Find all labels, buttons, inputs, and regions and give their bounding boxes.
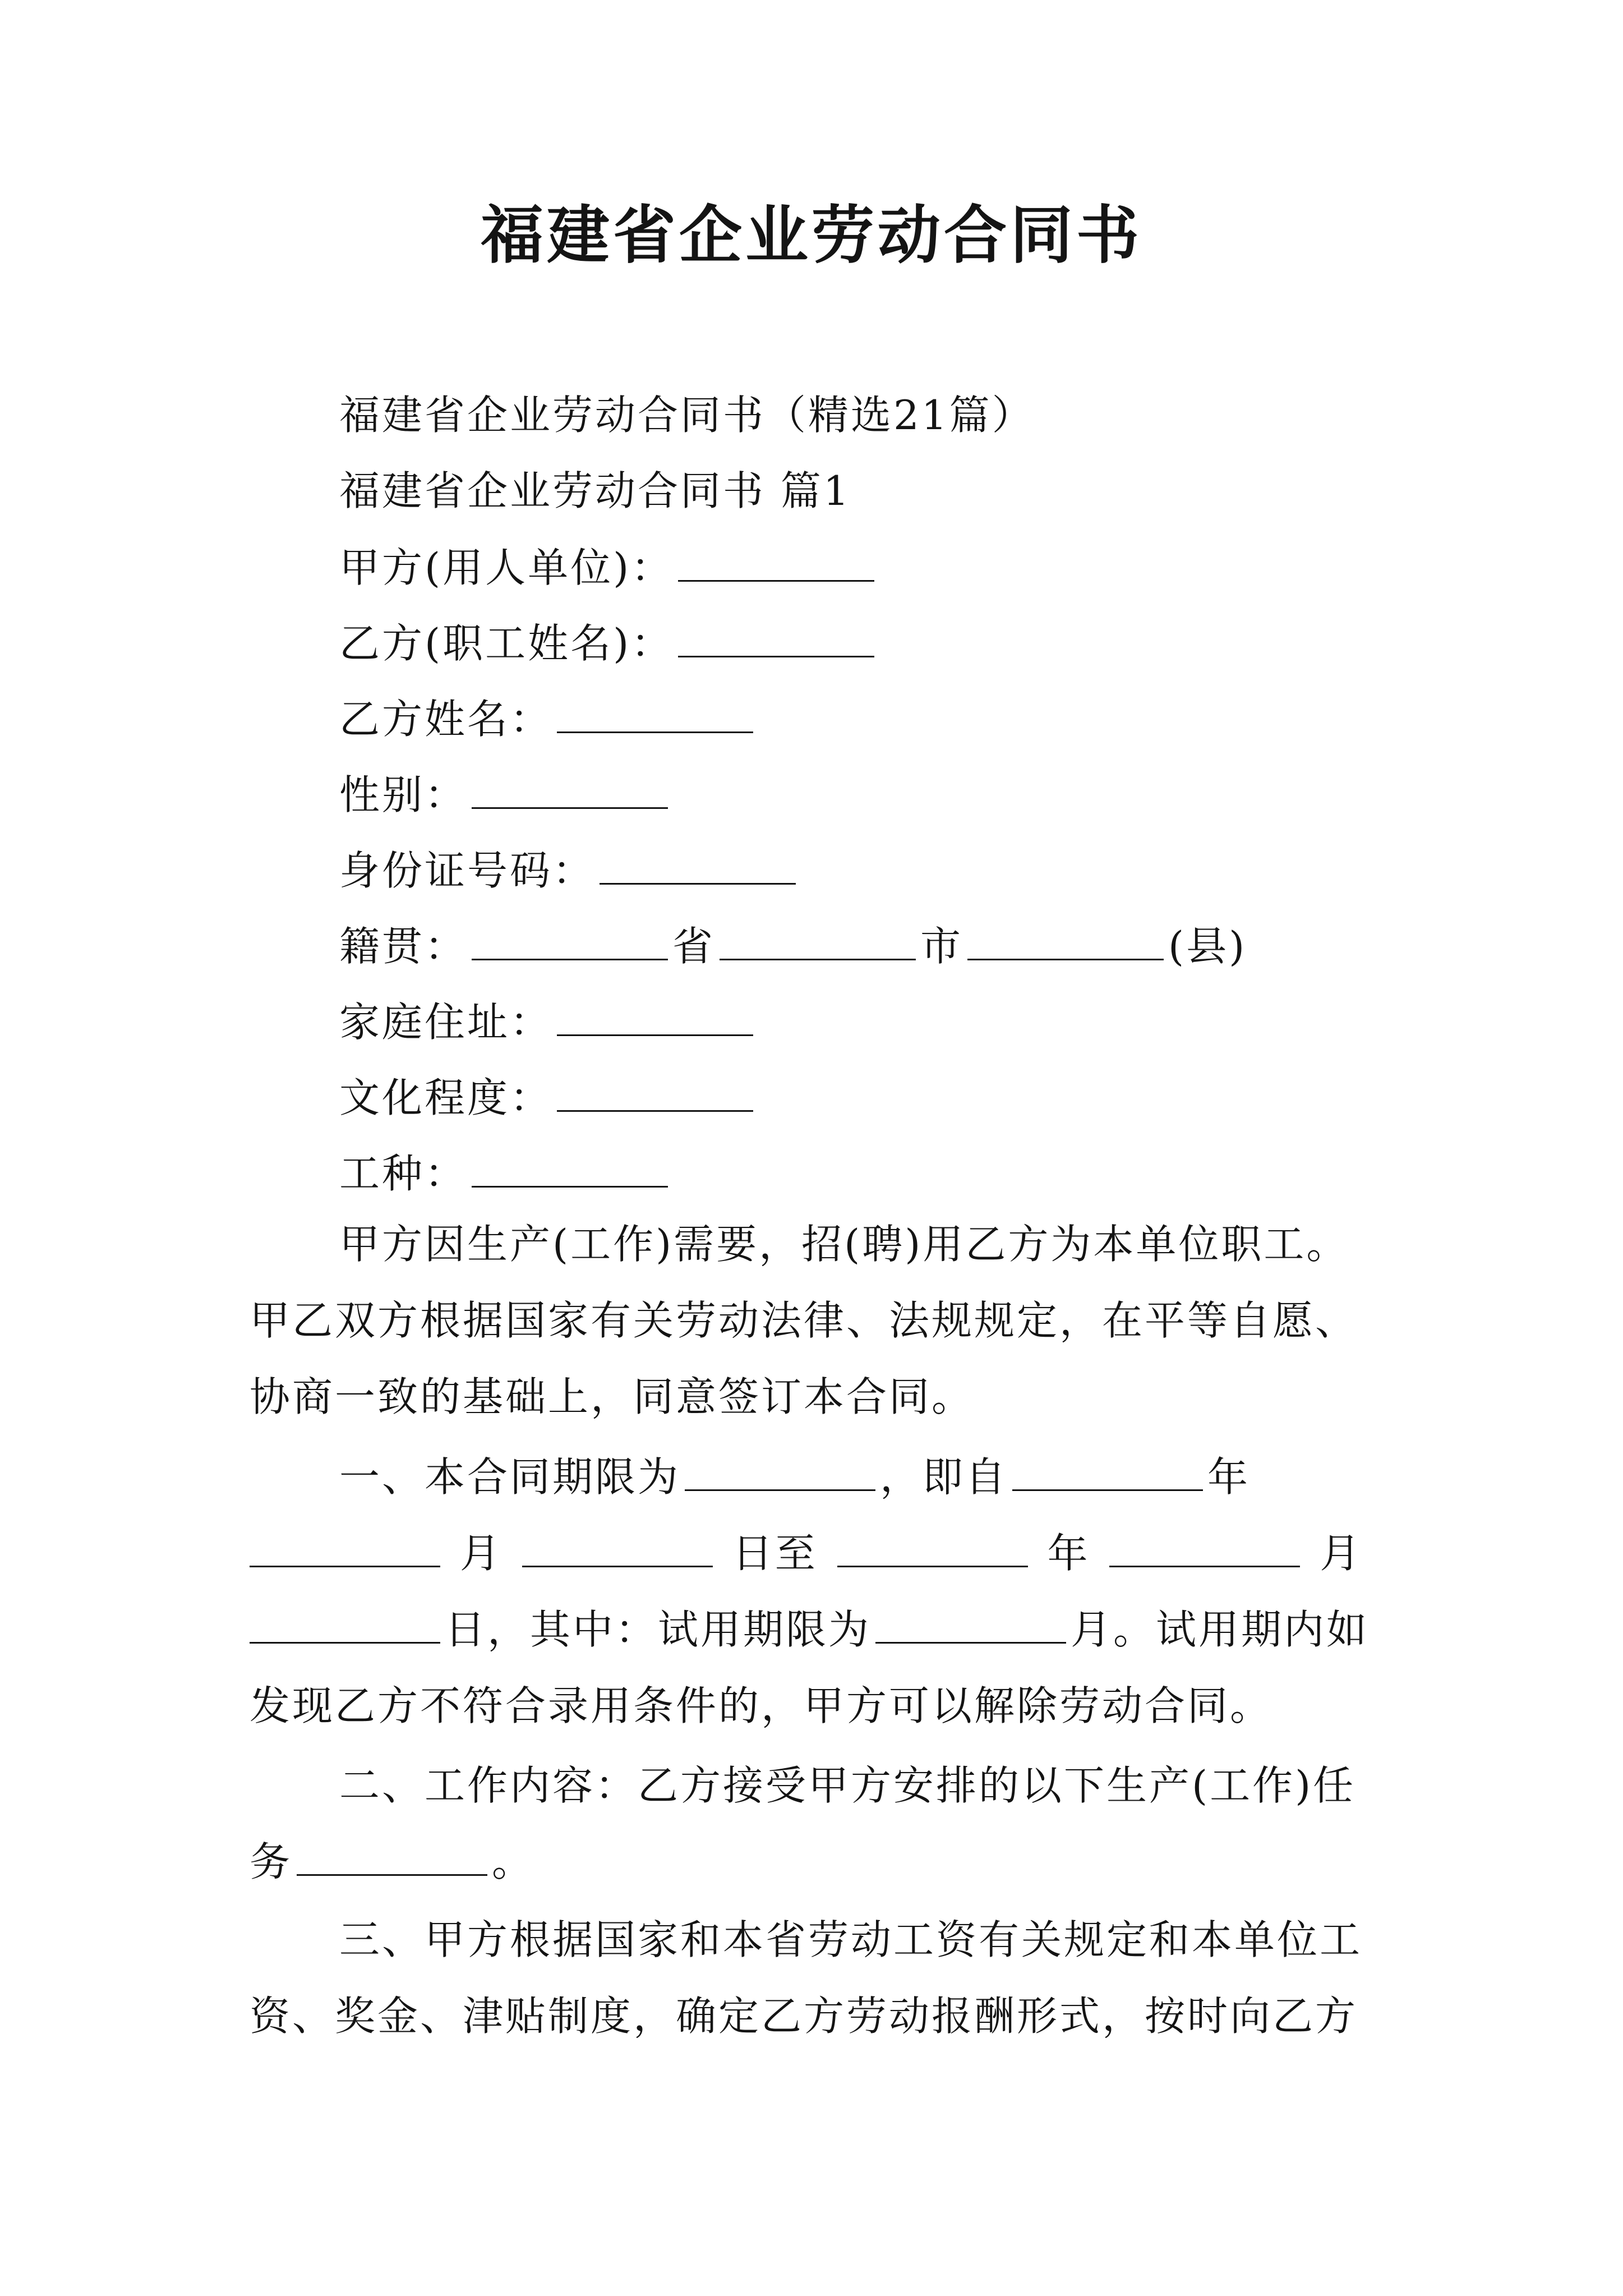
- fill-blank: [837, 1524, 1028, 1567]
- fill-blank: [720, 917, 916, 960]
- fill-blank: [1012, 1448, 1203, 1491]
- field-label: 乙方(职工姓名)：: [339, 620, 674, 667]
- field-gender: [339, 766, 672, 823]
- fill-blank: [600, 841, 796, 885]
- clause-text: 一、本合同期限为: [339, 1453, 681, 1501]
- fill-blank: [472, 766, 668, 809]
- paragraph-line: 甲乙双方根据国家有关劳动法律、法规规定，在平等自愿、: [250, 1297, 1358, 1344]
- clause-text: 。: [492, 1838, 535, 1885]
- clause-text: 年: [1047, 1530, 1090, 1577]
- fill-blank: [1109, 1524, 1300, 1567]
- fill-blank: [472, 1144, 668, 1188]
- clause-text: ，即自: [880, 1453, 1008, 1501]
- fill-blank: [678, 614, 874, 657]
- fill-blank: [522, 1524, 713, 1567]
- paragraph-line: 二、工作内容：乙方接受甲方安排的以下生产(工作)任: [339, 1762, 1356, 1809]
- fill-blank: [557, 1069, 753, 1112]
- paragraph-line: [250, 1439, 1388, 1515]
- field-label: 家庭住址：: [339, 999, 553, 1046]
- document-subtitle: 福建省企业劳动合同书（精选21篇）: [339, 392, 1035, 439]
- field-native-place: [339, 917, 1247, 974]
- clause-text: 日，其中：试用期限为: [445, 1606, 872, 1653]
- paragraph-line: 发现乙方不符合录用条件的，甲方可以解除劳动合同。: [250, 1682, 1273, 1729]
- field-employer: [339, 539, 879, 596]
- clause-text: 月: [459, 1530, 502, 1577]
- fill-blank: [678, 539, 874, 582]
- field-label: 文化程度：: [339, 1074, 553, 1121]
- field-label: 性别：: [339, 771, 468, 818]
- fill-blank: [685, 1448, 875, 1491]
- field-name: [339, 690, 758, 747]
- fill-blank: [967, 917, 1164, 960]
- field-label: 乙方姓名：: [339, 696, 553, 743]
- clause-text: 月: [1320, 1530, 1363, 1577]
- clause-text: 年: [1207, 1453, 1251, 1501]
- county-label: (县): [1168, 923, 1247, 970]
- paragraph-line: 甲方因生产(工作)需要，招(聘)用乙方为本单位职工。: [339, 1221, 1349, 1268]
- field-label: 籍贯：: [339, 923, 468, 970]
- fill-blank: [557, 690, 753, 733]
- paragraph-line: 资、奖金、津贴制度，确定乙方劳动报酬形式，按时向乙方: [250, 1993, 1358, 2040]
- intro-paragraph: [250, 1206, 1388, 1435]
- clause-text: 月。试用期内如: [1071, 1606, 1370, 1653]
- paragraph-line: [250, 1824, 1388, 1900]
- fill-blank: [250, 1600, 440, 1644]
- clause-1: [250, 1439, 1388, 1744]
- paragraph-line: 协商一致的基础上，同意签订本合同。: [250, 1373, 975, 1420]
- paragraph-line: [250, 1591, 1388, 1668]
- field-education: [339, 1069, 758, 1126]
- province-label: 省: [672, 923, 716, 970]
- fill-blank: [250, 1524, 440, 1567]
- document-title: 福建省企业劳动合同书: [481, 199, 1142, 272]
- paragraph-line: 三、甲方根据国家和本省劳动工资有关规定和本单位工: [339, 1916, 1363, 1963]
- field-home-address: [339, 993, 758, 1050]
- field-label: 身份证号码：: [339, 847, 596, 894]
- paragraph-line: [250, 1515, 1388, 1591]
- clause-text: 日至: [732, 1530, 818, 1577]
- fill-blank: [472, 917, 668, 960]
- fill-blank: [875, 1600, 1066, 1644]
- field-employee: [339, 614, 879, 671]
- field-label: 甲方(用人单位)：: [339, 544, 674, 591]
- city-label: 市: [920, 923, 963, 970]
- clause-text: 务: [250, 1838, 293, 1885]
- section-title: 福建省企业劳动合同书 篇1: [339, 467, 851, 514]
- field-id-number: [339, 841, 800, 899]
- fill-blank: [297, 1833, 487, 1876]
- fill-blank: [557, 993, 753, 1036]
- field-label: 工种：: [339, 1150, 468, 1197]
- field-job-type: [339, 1144, 672, 1202]
- clause-2: [250, 1747, 1388, 1900]
- clause-3: [250, 1902, 1388, 2054]
